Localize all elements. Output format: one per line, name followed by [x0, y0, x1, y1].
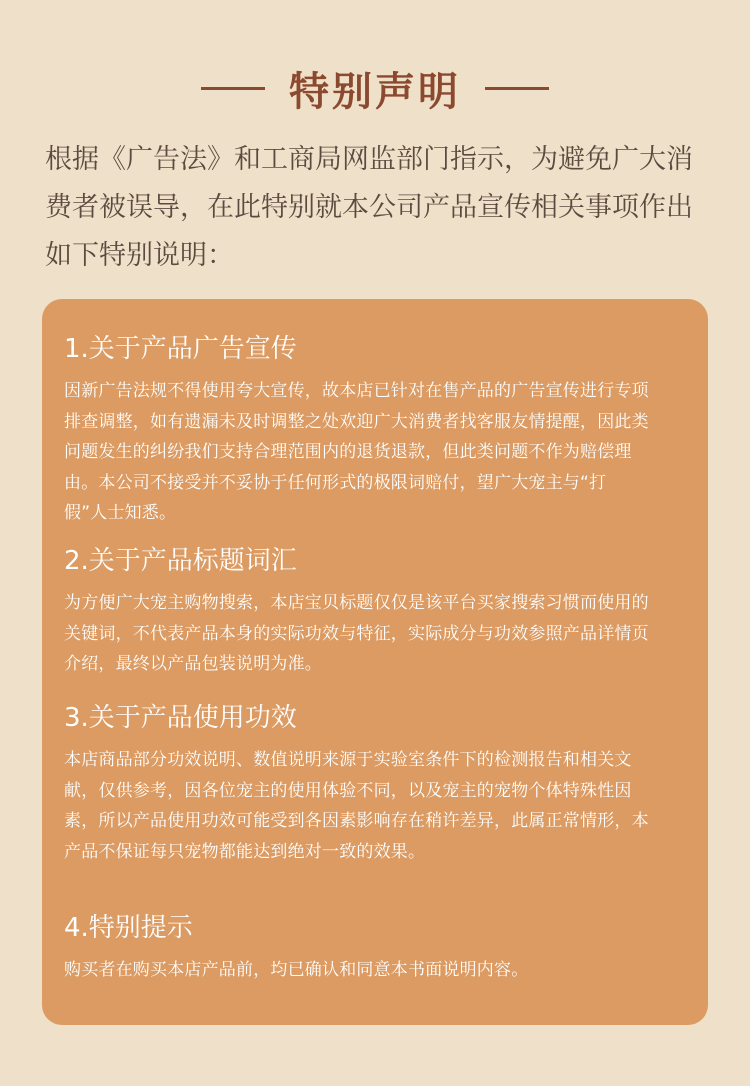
- title-divider-left: [201, 87, 265, 90]
- section-ad-promotion: [64, 332, 649, 529]
- section-heading: 3.关于产品使用功效: [64, 703, 297, 733]
- section-body: 购买者在购买本店产品前，均已确认和同意本书面说明内容。: [64, 960, 529, 980]
- statement-card: [42, 299, 708, 1025]
- section-body: 本店商品部分功效说明、数值说明来源于实验室条件下的检测报告和相关文献，仅供参考，因各位宠主的使用体验不同，以及宠主的宠物个体特殊性因素，所以产品使用功效可能受到各因素影响存在稍许差异，此属正常情形，本产品不保证每只宠物都能达到绝对一致的效果。: [64, 750, 649, 862]
- section-body: 因新广告法规不得使用夸大宣传，故本店已针对在售产品的广告宣传进行专项排查调整，如有遗漏未及时调整之处欢迎广大消费者找客服友情提醒，因此类问题发生的纠纷我们支持合理范围内的退货退款，但此类问题不作为赔偿理由。本公司不接受并不妥协于任何形式的极限词赔付，望广大宠主与“打假”人士知悉。: [64, 381, 649, 523]
- section-heading: 4.特别提示: [64, 913, 193, 943]
- section-body: 为方便广大宠主购物搜索，本店宝贝标题仅仅是该平台买家搜索习惯而使用的关键词，不代表产品本身的实际功效与特征，实际成分与功效参照产品详情页介绍，最终以产品包装说明为准。: [64, 593, 649, 674]
- title-divider-right: [485, 87, 549, 90]
- section-heading: 1.关于产品广告宣传: [64, 334, 297, 364]
- page-header: [0, 58, 750, 118]
- section-product-efficacy: [64, 701, 649, 867]
- section-special-notice: [64, 911, 649, 986]
- intro-paragraph: 根据《广告法》和工商局网监部门指示，为避免广大消费者被误导，在此特别就本公司产品宣传相关事项作出如下特别说明：: [45, 144, 693, 271]
- section-title-keywords: [64, 544, 649, 680]
- page-title: 特别声明: [289, 68, 461, 115]
- section-heading: 2.关于产品标题词汇: [64, 546, 297, 576]
